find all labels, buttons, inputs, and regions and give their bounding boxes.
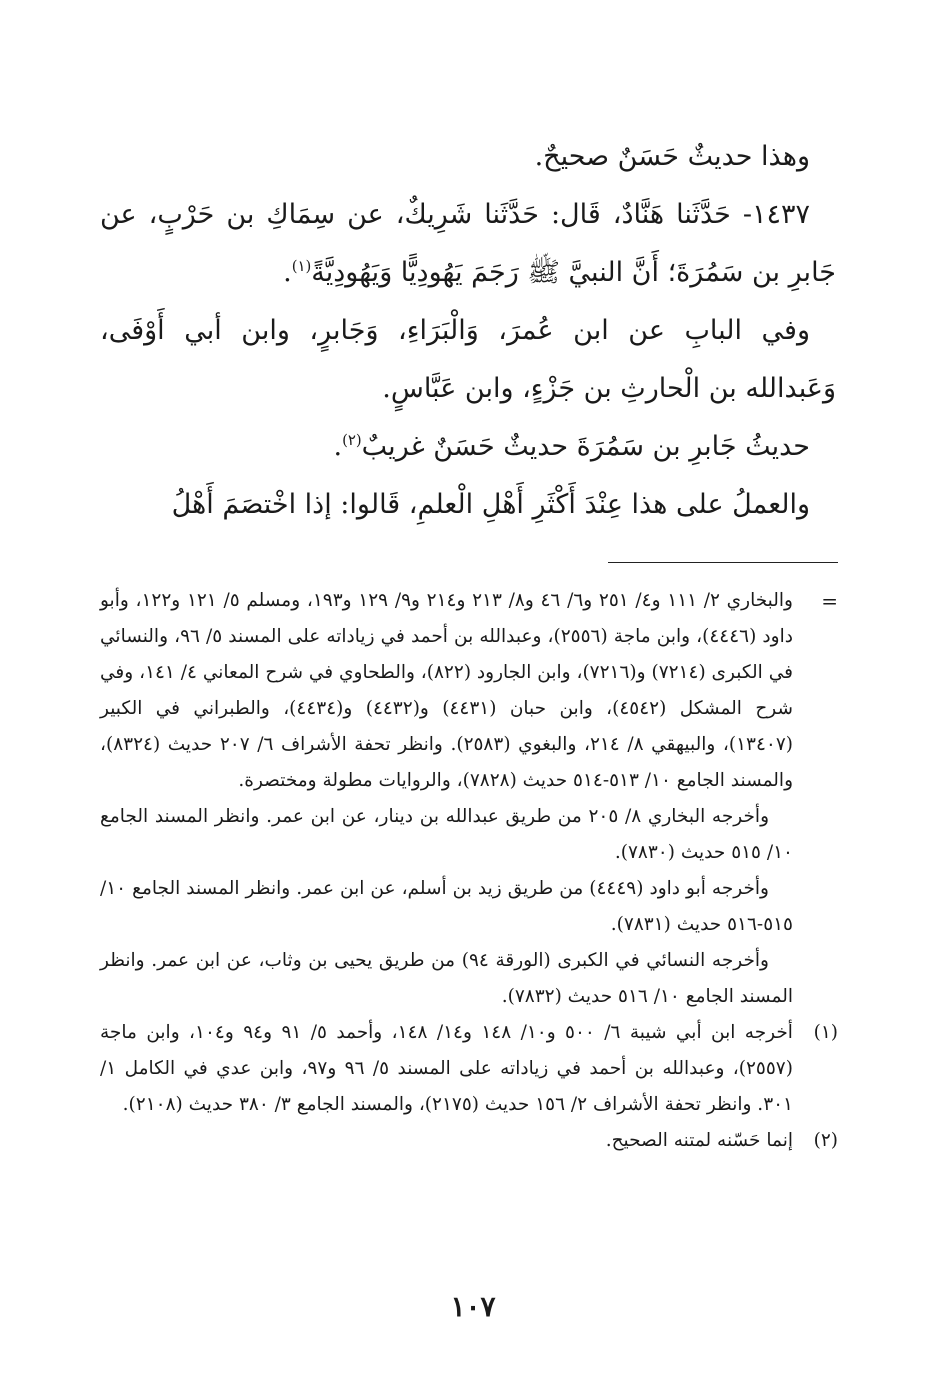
footnote-cont-4	[100, 943, 838, 1015]
footnote-1-text: أخرجه ابن أبي شيبة ٦/ ٥٠٠ و١٠/ ١٤٨ و١٤/ ١٤٨، وأحمد ٥/ ٩١ و٩٤ و١٠٤، وابن ماجة (٢٥٥٧)، وعبدالله بن أحمد في زياداته على المسند ٥/ ٩٦ و٩٧، وابن عدي في الكامل ١/ ٣٠١. وانظر تحفة الأشراف ٢/ ١٥٦ حديث (٢١٧٥)، والمسند الجامع ٣/ ٣٨٠ حديث (٢١٠٨).	[100, 1022, 793, 1115]
continuation-mark: =	[821, 589, 838, 613]
footnote-cont-text-1: والبخاري ٢/ ١١١ و٤/ ٢٥١ و٦/ ٤٦ و٨/ ٢١٣ و٢١٤ و٩/ ١٢٩ و١٩٣، ومسلم ٥/ ١٢١ و١٢٢، وأبو داود (٤٤٤٦)، وابن ماجة (٢٥٥٦)، وعبدالله بن أحمد في زياداته على المسند ٥/ ٩٦، والنسائي في الكبرى (٧٢١٤) و(٧٢١٦)، وابن الجارود (٨٢٢)، والطحاوي في شرح المعاني ٤/ ١٤١، وفي شرح المشكل (٤٥٤٢)، وابن حبان (٤٤٣١) و(٤٤٣٢) و(٤٤٣٤)، والطبراني في الكبير (١٣٤٠٧)، والبيهقي ٨/ ٢١٤، والبغوي (٢٥٨٣). وانظر تحفة الأشراف ٦/ ٢٠٧ حديث (٨٣٢٤)، والمسند الجامع ١٠/ ٥١٣-٥١٤ حديث (٧٨٢٨)، والروايات مطولة ومختصرة.	[100, 590, 793, 791]
main-text	[100, 128, 836, 534]
grade-paragraph	[100, 418, 836, 476]
footnote-ref-1[interactable]: (١)	[291, 257, 312, 275]
footnote-continuation	[100, 583, 838, 799]
amal-text: والعملُ على هذا عِنْدَ أَكْثَرِ أَهْلِ الْعلمِ، قَالوا: إذا اخْتصَمَ أَهْلُ	[171, 489, 810, 520]
grade-line	[100, 128, 836, 186]
hadith-number: ١٤٣٧-	[742, 199, 810, 230]
hadith-text: حَدَّثَنا هَنَّادٌ، قَال: حَدَّثَنا شَرِيكٌ، عن سِمَاكِ بن حَرْبٍ، عن جَابرِ بن سَمُرَةَ؛ أَنَّ النبيَّ ﷺ رَجَمَ يَهُودِيًّا وَيَهُودِيَّةً	[100, 199, 836, 288]
footnote-2	[100, 1123, 838, 1159]
bab-paragraph	[100, 302, 836, 418]
amal-paragraph	[100, 476, 836, 534]
hadith-paragraph	[100, 186, 836, 302]
footnote-cont-text-4: وأخرجه النسائي في الكبرى (الورقة ٩٤) من طريق يحيى بن وثاب، عن ابن عمر. وانظر المسند الجامع ١٠/ ٥١٦ حديث (٧٨٣٢).	[100, 950, 793, 1007]
footnotes	[100, 583, 838, 1159]
footnote-2-number: (٢)	[813, 1130, 838, 1151]
bab-text: وفي البابِ عن ابن عُمرَ، وَالْبَرَاءِ، وَجَابرٍ، وابن أبي أَوْفَى، وَعَبدالله بن الْحارثِ بن جَزْءٍ، وابن عَبَّاسٍ.	[100, 315, 836, 404]
footnote-ref-2[interactable]: (٢)	[342, 431, 362, 449]
footnote-cont-3	[100, 871, 838, 943]
footnote-1-number: (١)	[813, 1022, 838, 1043]
footnote-cont-text-3: وأخرجه أبو داود (٤٤٤٩) من طريق زيد بن أسلم، عن ابن عمر. وانظر المسند الجامع ١٠/ ٥١٥-٥١٦ حديث (٧٨٣١).	[100, 878, 793, 935]
grade-statement: وهذا حديثٌ حَسَنٌ صحيحٌ.	[534, 141, 810, 172]
footnote-1	[100, 1015, 838, 1123]
grade-end: .	[333, 431, 343, 462]
grade-text: حديثُ جَابرِ بن سَمُرَةَ حديثٌ حَسَنٌ غريبٌ	[361, 431, 810, 462]
page-number: ١٠٧	[450, 1290, 496, 1323]
footnote-2-text: إنما حَسّنه لمتنه الصحيح.	[605, 1130, 793, 1151]
footnote-cont-text-2: وأخرجه البخاري ٨/ ٢٠٥ من طريق عبدالله بن دينار، عن ابن عمر. وانظر المسند الجامع ١٠/ ٥١٥ حديث (٧٨٣٠).	[100, 806, 793, 863]
footnote-separator	[608, 562, 838, 563]
hadith-end: .	[283, 257, 292, 288]
footnote-cont-2	[100, 799, 838, 871]
